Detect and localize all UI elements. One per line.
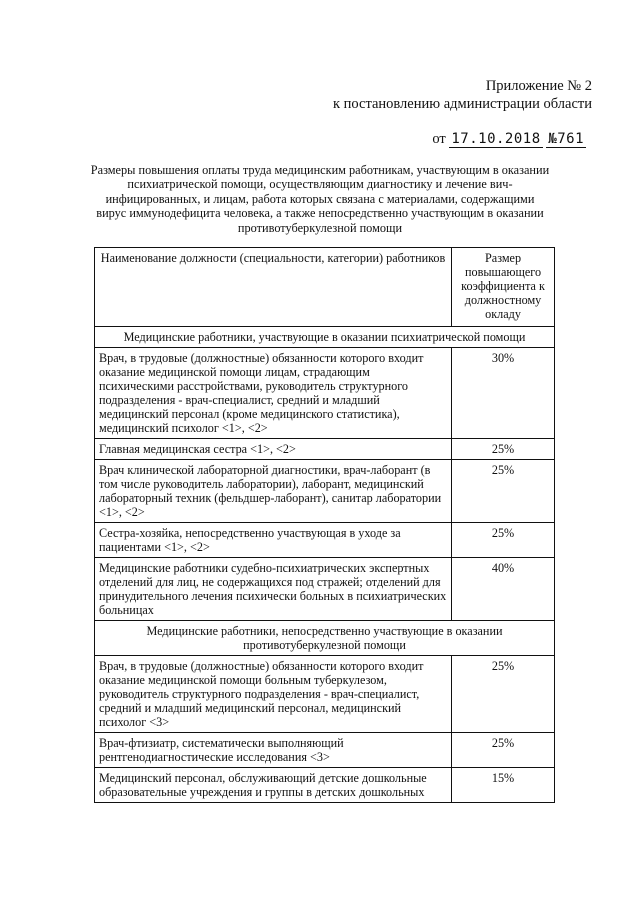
document-title: Размеры повышения оплаты труда медицинским работникам, участвующим в оказании психиатрической помощи, осуществляющим диагностику и лечение вич-инфицированных, и лицам, работа которых связана с материалами, содержащими вирус иммунодефицита человека, а также непосредственно участвующим в оказании противотуберкулезной помощи xyxy=(90,163,550,235)
coefficient-cell: 25% xyxy=(452,733,555,768)
position-cell: Врач, в трудовые (должностные) обязанности которого входит оказание медицинской помощи больным туберкулезом, руководитель структурного подразделения - врач-специалист, средний и младший медицинский персонал, медицинский психолог <3> xyxy=(95,656,452,733)
table-row xyxy=(95,348,555,439)
table-row xyxy=(95,733,555,768)
table-row xyxy=(95,523,555,558)
appendix-subtitle: к постановлению администрации области xyxy=(332,96,592,112)
coefficient-table xyxy=(94,247,555,803)
table-row xyxy=(95,460,555,523)
table-header-row xyxy=(95,248,555,327)
coefficient-cell: 25% xyxy=(452,656,555,733)
appendix-title: Приложение № 2 xyxy=(485,78,592,94)
position-cell: Сестра-хозяйка, непосредственно участвующая в уходе за пациентами <1>, <2> xyxy=(95,523,452,558)
position-cell: Врач-фтизиатр, систематически выполняющий рентгенодиагностические исследования <3> xyxy=(95,733,452,768)
section-row xyxy=(95,621,555,656)
coefficient-cell: 25% xyxy=(452,439,555,460)
table-row xyxy=(95,439,555,460)
section-title-psychiatric: Медицинские работники, участвующие в оказании психиатрической помощи xyxy=(95,327,555,348)
position-cell: Врач клинической лабораторной диагностики, врач-лаборант (в том числе руководитель лаборатории), лаборант, медицинский лабораторный техник (фельдшер-лаборант), санитар лаборатории <1>, <2> xyxy=(95,460,452,523)
position-cell: Медицинский персонал, обслуживающий детские дошкольные образовательные учреждения и группы в детских дошкольных xyxy=(95,768,452,803)
header-position: Наименование должности (специальности, категории) работников xyxy=(95,248,452,327)
coefficient-cell: 40% xyxy=(452,558,555,621)
section-title-tuberculosis: Медицинские работники, непосредственно участвующие в оказании противотуберкулезной помощи xyxy=(95,621,555,656)
resolution-date: 17.10.2018 xyxy=(451,131,541,147)
resolution-date-line xyxy=(432,131,586,148)
resolution-number: №761 xyxy=(548,131,584,147)
coefficient-cell: 30% xyxy=(452,348,555,439)
table-row xyxy=(95,558,555,621)
section-row xyxy=(95,327,555,348)
coefficient-cell: 25% xyxy=(452,523,555,558)
date-prefix: от xyxy=(432,131,446,147)
coefficient-cell: 25% xyxy=(452,460,555,523)
header-coefficient: Размер повышающего коэффициента к должностному окладу xyxy=(452,248,555,327)
coefficient-cell: 15% xyxy=(452,768,555,803)
position-cell: Главная медицинская сестра <1>, <2> xyxy=(95,439,452,460)
position-cell: Врач, в трудовые (должностные) обязанности которого входит оказание медицинской помощи лицам, страдающим психическими расстройствами, руководитель структурного подразделения - врач-специалист, средний и младший медицинский персонал (кроме медицинского статистика), медицинский психолог <1>, <2> xyxy=(95,348,452,439)
table-row xyxy=(95,656,555,733)
position-cell: Медицинские работники судебно-психиатрических экспертных отделений для лиц, не содержащихся под стражей; отделений для принудительного лечения психически больных в психиатрических больницах xyxy=(95,558,452,621)
table-row xyxy=(95,768,555,803)
